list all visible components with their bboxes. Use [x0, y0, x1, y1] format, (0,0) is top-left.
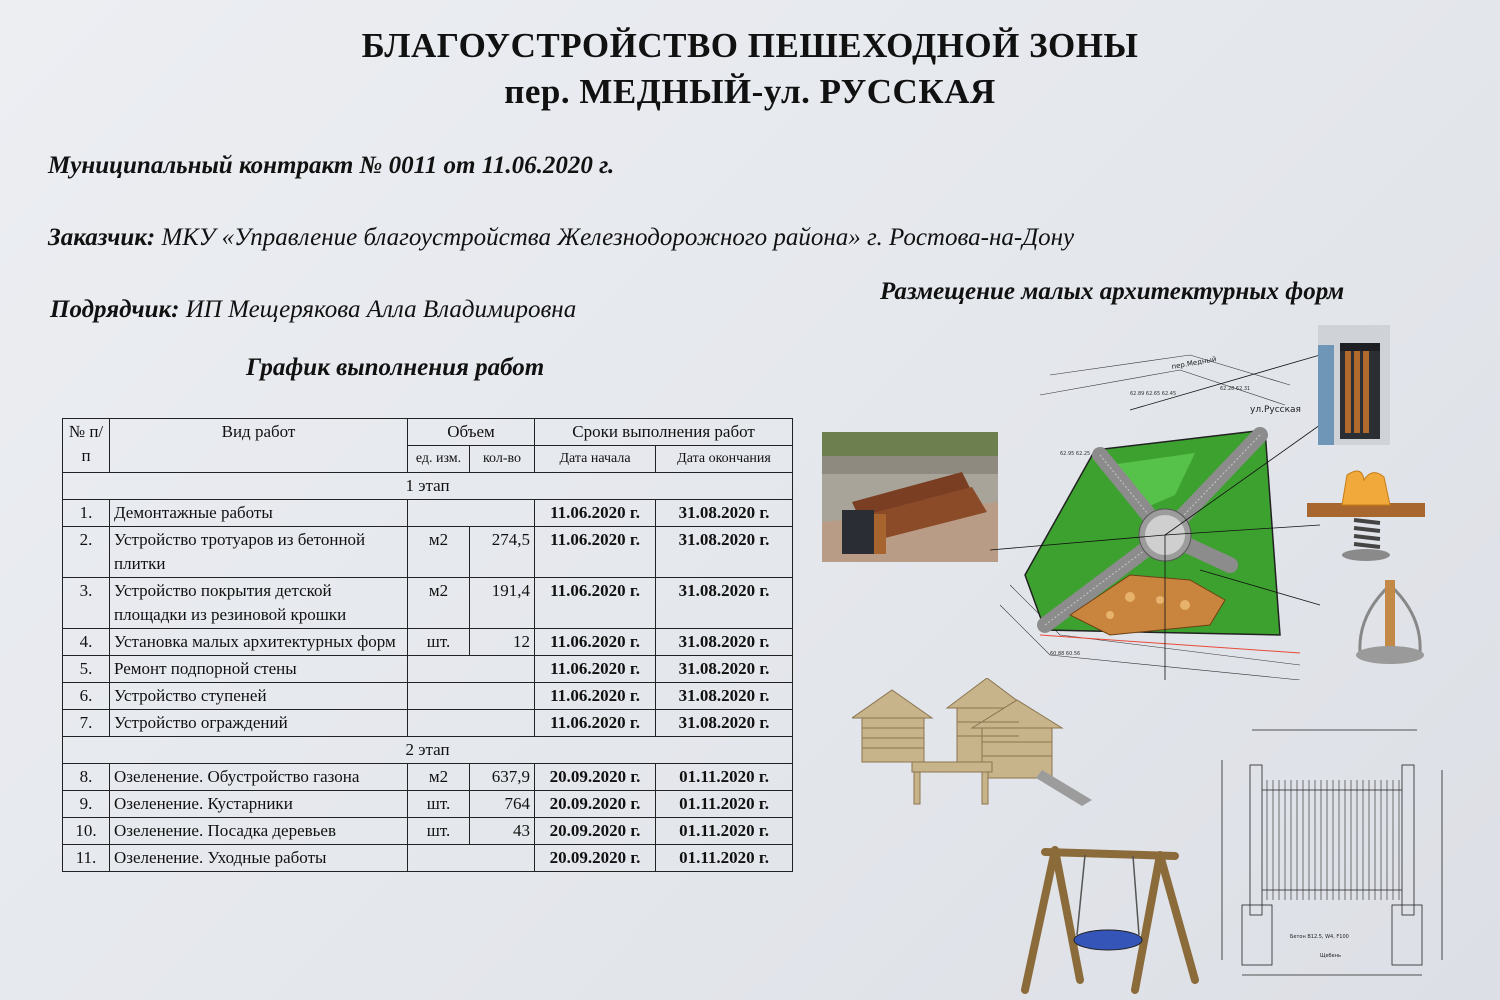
- contractor-line: [50, 296, 576, 324]
- header-unit: ед. изм.: [408, 446, 470, 473]
- row-unit: м2: [408, 527, 470, 578]
- row-start: 11.06.2020 г.: [535, 656, 656, 683]
- row-end: 31.08.2020 г.: [656, 578, 793, 629]
- row-work: Озеленение. Уходные работы: [110, 845, 408, 872]
- header-volume: Объем: [408, 419, 535, 446]
- maf-title: Размещение малых архитектурных форм: [880, 278, 1345, 305]
- row-end: 31.08.2020 г.: [656, 527, 793, 578]
- page-title-line1: БЛАГОУСТРОЙСТВО ПЕШЕХОДНОЙ ЗОНЫ: [361, 26, 1139, 65]
- stage-2-row: 2 этап: [63, 737, 793, 764]
- trash-bin-image: [1318, 325, 1390, 445]
- header-terms: Сроки выполнения работ: [535, 419, 793, 446]
- row-work: Демонтажные работы: [110, 500, 408, 527]
- row-unit: м2: [408, 578, 470, 629]
- row-work: Озеленение. Посадка деревьев: [110, 818, 408, 845]
- header-work: Вид работ: [110, 419, 408, 473]
- swing-image: [1015, 830, 1205, 1000]
- row-unit: шт.: [408, 818, 470, 845]
- row-start: 11.06.2020 г.: [535, 710, 656, 737]
- row-end: 01.11.2020 г.: [656, 764, 793, 791]
- row-end: 01.11.2020 г.: [656, 791, 793, 818]
- row-end: 31.08.2020 г.: [656, 500, 793, 527]
- row-work: Устройство покрытия детской площадки из резиновой крошки: [110, 578, 408, 629]
- row-volume: [408, 683, 535, 710]
- svg-text:62.95 62.25: 62.95 62.25: [1060, 451, 1091, 457]
- row-end: 31.08.2020 г.: [656, 683, 793, 710]
- row-num: 7.: [63, 710, 110, 737]
- row-qty: 764: [470, 791, 535, 818]
- customer-value: МКУ «Управление благоустройства Железнодорожного района» г. Ростова-на-Дону: [161, 224, 1075, 251]
- row-volume: [408, 500, 535, 527]
- row-start: 11.06.2020 г.: [535, 527, 656, 578]
- row-qty: 12: [470, 629, 535, 656]
- page-title-line2: пер. МЕДНЫЙ-ул. РУССКАЯ: [504, 72, 996, 111]
- table-row: [63, 791, 793, 818]
- row-end: 31.08.2020 г.: [656, 710, 793, 737]
- row-num: 4.: [63, 629, 110, 656]
- row-num: 9.: [63, 791, 110, 818]
- stage-1-row: 1 этап: [63, 473, 793, 500]
- row-num: 6.: [63, 683, 110, 710]
- lane-label: пер.Медный: [1170, 355, 1218, 371]
- row-volume: [408, 845, 535, 872]
- row-unit: шт.: [408, 791, 470, 818]
- carousel-image: [1350, 570, 1430, 670]
- header-start: Дата начала: [535, 446, 656, 473]
- row-work: Озеленение. Кустарники: [110, 791, 408, 818]
- row-start: 20.09.2020 г.: [535, 791, 656, 818]
- table-row: [63, 527, 793, 578]
- row-qty: 43: [470, 818, 535, 845]
- svg-text:62.89 62.65 62.45: 62.89 62.65 62.45: [1130, 391, 1177, 397]
- site-plan-drawing: [990, 335, 1320, 680]
- customer-label: Заказчик:: [48, 224, 156, 251]
- row-qty: 274,5: [470, 527, 535, 578]
- row-start: 11.06.2020 г.: [535, 683, 656, 710]
- row-end: 01.11.2020 г.: [656, 845, 793, 872]
- contractor-label: Подрядчик:: [50, 296, 180, 323]
- row-num: 1.: [63, 500, 110, 527]
- row-num: 3.: [63, 578, 110, 629]
- street-label: ул.Русская: [1250, 405, 1301, 415]
- row-num: 11.: [63, 845, 110, 872]
- row-end: 01.11.2020 г.: [656, 818, 793, 845]
- table-row: [63, 710, 793, 737]
- row-qty: 637,9: [470, 764, 535, 791]
- table-row: [63, 656, 793, 683]
- row-qty: 191,4: [470, 578, 535, 629]
- contract-line: Муниципальный контракт № 0011 от 11.06.2020 г.: [48, 152, 615, 179]
- row-start: 20.09.2020 г.: [535, 764, 656, 791]
- playhouse-image: [852, 678, 1100, 810]
- header-qty: кол-во: [470, 446, 535, 473]
- table-row: [63, 629, 793, 656]
- row-end: 31.08.2020 г.: [656, 629, 793, 656]
- row-start: 11.06.2020 г.: [535, 500, 656, 527]
- row-start: 20.09.2020 г.: [535, 818, 656, 845]
- fence-concrete-label: Бетон B12.5, W4, F100: [1290, 934, 1349, 940]
- row-start: 20.09.2020 г.: [535, 845, 656, 872]
- row-end: 31.08.2020 г.: [656, 656, 793, 683]
- row-num: 5.: [63, 656, 110, 683]
- row-start: 11.06.2020 г.: [535, 578, 656, 629]
- row-unit: м2: [408, 764, 470, 791]
- bench-photo: [822, 432, 998, 562]
- row-work: Установка малых архитектурных форм: [110, 629, 408, 656]
- row-work: Устройство ступеней: [110, 683, 408, 710]
- svg-text:62.28 62.31: 62.28 62.31: [1220, 386, 1251, 392]
- table-row: [63, 578, 793, 629]
- row-volume: [408, 710, 535, 737]
- table-row: [63, 818, 793, 845]
- row-num: 2.: [63, 527, 110, 578]
- row-num: 10.: [63, 818, 110, 845]
- header-end: Дата окончания: [656, 446, 793, 473]
- row-unit: шт.: [408, 629, 470, 656]
- row-work: Устройство ограждений: [110, 710, 408, 737]
- table-row: [63, 764, 793, 791]
- row-volume: [408, 656, 535, 683]
- fence-gravel-label: Щебень: [1320, 953, 1341, 959]
- svg-text:60.88 60.56: 60.88 60.56: [1050, 651, 1081, 657]
- row-start: 11.06.2020 г.: [535, 629, 656, 656]
- row-work: Озеленение. Обустройство газона: [110, 764, 408, 791]
- table-row: [63, 500, 793, 527]
- contractor-value: ИП Мещерякова Алла Владимировна: [185, 296, 577, 323]
- table-row: [63, 683, 793, 710]
- row-work: Ремонт подпорной стены: [110, 656, 408, 683]
- spring-rocker-image: [1302, 465, 1430, 565]
- row-num: 8.: [63, 764, 110, 791]
- schedule-title: График выполнения работ: [246, 354, 545, 381]
- header-num: № п/п: [63, 419, 110, 473]
- row-work: Устройство тротуаров из бетонной плитки: [110, 527, 408, 578]
- works-schedule-table: [62, 418, 793, 872]
- table-row: [63, 845, 793, 872]
- customer-line: [48, 224, 1074, 252]
- fence-drawing: [1212, 720, 1450, 988]
